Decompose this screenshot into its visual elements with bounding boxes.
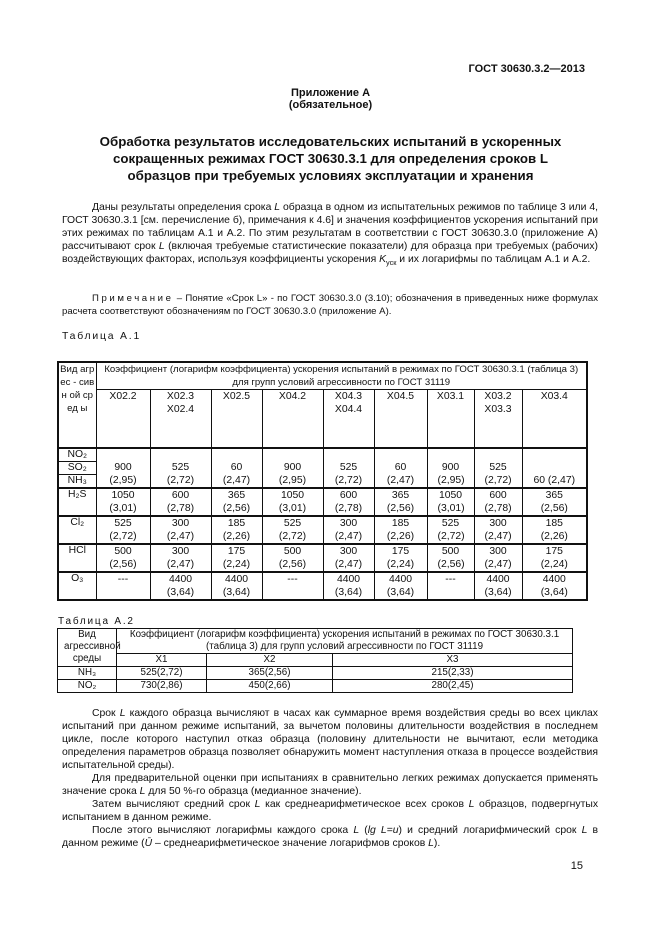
italic-symbol: L <box>158 241 165 252</box>
table-row <box>58 448 587 488</box>
table-row <box>58 544 587 572</box>
body-paragraph <box>62 824 598 850</box>
media-cell <box>58 516 96 544</box>
column-header: X02.5 <box>211 390 262 448</box>
value-cell: 175 (2,24) <box>374 544 427 572</box>
table-row <box>58 572 587 600</box>
text-segment: ( <box>359 825 368 836</box>
media-cell <box>58 544 96 572</box>
column-header: X03.1 <box>427 390 474 448</box>
value-cell: 300 (2,47) <box>150 544 211 572</box>
value-cell: 900 (2,95) <box>427 448 474 488</box>
media-cell <box>58 488 96 516</box>
section-heading: Обработка результатов исследовательских испытаний в ускоренных сокращенных режимах ГОСТ 30630.3.1 для определения сроков L образцов при требуемых условиях эксплуатации и хранения <box>99 134 562 183</box>
column-header: X02.3 X02.4 <box>150 390 211 448</box>
table-row <box>58 516 587 544</box>
media-name: HCl <box>68 545 86 556</box>
page-number: 15 <box>570 860 583 872</box>
value-cell: 900 (2,95) <box>262 448 323 488</box>
value-cell: 500 (2,56) <box>427 544 474 572</box>
italic-symbol: Ū <box>144 838 153 849</box>
text-segment: в данном режиме ( <box>62 825 598 849</box>
text-segment: и их логарифмы по таблицам А.1 и А.2. <box>396 254 591 265</box>
table-a2 <box>57 628 573 693</box>
corner-header: Вид агрес - сивн ой сред ы <box>58 362 96 448</box>
media-name: SO₂ <box>59 462 96 475</box>
value-cell: 4400 (3,64) <box>522 572 587 600</box>
value-cell: 525 (2,72) <box>474 448 522 488</box>
italic-symbol: L <box>119 708 126 719</box>
value-cell: 525 (2,72) <box>427 516 474 544</box>
text-segment: Для предварительной оценки при испытаниях в сравнительно легких режимах допускается применять значение срока <box>62 773 598 797</box>
media-name: NO₂ <box>59 449 96 462</box>
text-segment: Срок <box>92 708 120 719</box>
value-cell: 600 (2,78) <box>323 488 374 516</box>
value-cell: 280(2,45) <box>333 680 573 693</box>
value-cell: 1050 (3,01) <box>96 488 150 516</box>
italic-symbol: L <box>139 786 146 797</box>
media-cell <box>58 448 96 488</box>
value-cell: 60 (2,47) <box>211 448 262 488</box>
body-text <box>62 707 598 850</box>
column-header: X1 <box>117 654 207 667</box>
text-segment: Даны результаты определения срока <box>92 202 275 213</box>
text-segment: ) и средний логарифмический срок <box>398 825 582 836</box>
italic-symbol: L <box>274 202 281 213</box>
value-cell: 175 (2,24) <box>211 544 262 572</box>
italic-symbol: L <box>581 825 588 836</box>
value-cell: 600 (2,78) <box>150 488 211 516</box>
column-header: X2 <box>207 654 333 667</box>
value-cell: --- <box>427 572 474 600</box>
span-header: Коэффициент (логарифм коэффициента) ускорения испытаний в режимах по ГОСТ 30630.3.1 (таблица 3) для групп условий агрессивности по ГОСТ 31119 <box>117 629 573 654</box>
value-cell: 525(2,72) <box>117 667 207 680</box>
value-cell: 500 (2,56) <box>262 544 323 572</box>
value-cell: 500 (2,56) <box>96 544 150 572</box>
value-cell: --- <box>96 572 150 600</box>
note-text: – Понятие «Срок L» - по ГОСТ 30630.3.0 (3.10); обозначения в приведенных ниже формулах расчета соответствуют обозначениям по ГОСТ 30630.3.0 (приложение А). <box>62 293 598 317</box>
body-paragraph <box>62 772 598 798</box>
value-cell: 450(2,66) <box>207 680 333 693</box>
text-segment: как среднеарифметическое всех сроков <box>260 799 469 810</box>
value-cell: 175 (2,24) <box>522 544 587 572</box>
column-header: X04.5 <box>374 390 427 448</box>
value-cell: 525 (2,72) <box>262 516 323 544</box>
standard-number: ГОСТ 30630.3.2—2013 <box>468 63 585 75</box>
value-cell: 185 (2,26) <box>374 516 427 544</box>
italic-symbol: lg L=u <box>367 825 399 836</box>
note-label: Примечание <box>92 293 174 304</box>
body-paragraph <box>62 798 598 824</box>
value-cell: 4400 (3,64) <box>323 572 374 600</box>
column-header: X3 <box>333 654 573 667</box>
italic-symbol: L <box>353 825 360 836</box>
media-name: O₃ <box>71 573 84 584</box>
column-header: X03.2 X03.3 <box>474 390 522 448</box>
value-cell: 185 (2,26) <box>211 516 262 544</box>
value-cell: 365 (2,56) <box>522 488 587 516</box>
corner-header: Вид агрессивной среды <box>58 629 117 667</box>
intro-paragraph <box>62 201 598 269</box>
table-row <box>58 667 573 680</box>
value-cell: 1050 (3,01) <box>427 488 474 516</box>
value-cell: 185 (2,26) <box>522 516 587 544</box>
table-a1-caption: Таблица А.1 <box>62 331 142 342</box>
text-segment: (включая требуемые статистические показатели) для образца при требуемых (рабочих) воздействующих факторах, используя коэффициенты ускорения <box>62 241 598 265</box>
text-segment: Затем вычисляют средний срок <box>92 799 255 810</box>
value-cell: 4400 (3,64) <box>474 572 522 600</box>
column-header: X03.4 <box>522 390 587 448</box>
value-cell: 60 (2,47) <box>374 448 427 488</box>
column-header-row <box>58 390 587 448</box>
value-cell: 4400 (3,64) <box>211 572 262 600</box>
value-cell: 365 (2,56) <box>374 488 427 516</box>
value-cell: 730(2,86) <box>117 680 207 693</box>
body-paragraph <box>62 707 598 772</box>
table-a1 <box>57 361 588 601</box>
table-header-row <box>58 629 573 654</box>
media-name: Cl₂ <box>70 517 85 528</box>
table-row <box>58 680 573 693</box>
value-cell: 300 (2,47) <box>323 544 374 572</box>
value-cell: 525 (2,72) <box>96 516 150 544</box>
value-cell: 525 (2,72) <box>150 448 211 488</box>
text-segment: После этого вычисляют логарифмы каждого срока <box>92 825 354 836</box>
span-header: Коэффициент (логарифм коэффициента) ускорения испытаний в режимах по ГОСТ 30630.3.1 (таблица 3) для групп условий агрессивности по ГОСТ 31119 <box>96 362 587 390</box>
text-segment: ). <box>433 838 441 849</box>
italic-symbol: K <box>379 254 387 265</box>
appendix-status: (обязательное) <box>288 99 373 111</box>
media-name: NH₃ <box>58 667 117 680</box>
appendix-title: Приложение А <box>290 87 371 99</box>
value-cell: 215(2,33) <box>333 667 573 680</box>
value-cell: 365(2,56) <box>207 667 333 680</box>
value-cell: 365 (2,56) <box>211 488 262 516</box>
media-name: NH₃ <box>67 475 87 486</box>
column-header-row <box>58 654 573 667</box>
column-header: X02.2 <box>96 390 150 448</box>
value-cell: 300 (2,47) <box>150 516 211 544</box>
text-segment: образцов, подвергнутых испытанием в данном режиме. <box>62 799 599 823</box>
value-cell: 900 (2,95) <box>96 448 150 488</box>
media-cell <box>58 572 96 600</box>
value-cell: 60 (2,47) <box>522 448 587 488</box>
note <box>62 293 598 318</box>
value-cell: --- <box>262 572 323 600</box>
value-cell: 300 (2,47) <box>323 516 374 544</box>
table-header-row <box>58 362 587 390</box>
value-cell: 600 (2,78) <box>474 488 522 516</box>
text-segment: для 50 %-го образца (медианное значение). <box>145 786 362 797</box>
column-header: X04.3 X04.4 <box>323 390 374 448</box>
value-cell: 1050 (3,01) <box>262 488 323 516</box>
text-segment: – среднеарифметическое значение логарифмов сроков <box>152 838 429 849</box>
italic-symbol: L <box>428 838 434 849</box>
table-row <box>58 488 587 516</box>
media-name: NO₂ <box>58 680 117 693</box>
value-cell: 4400 (3,64) <box>150 572 211 600</box>
column-header: X04.2 <box>262 390 323 448</box>
value-cell: 300 (2,47) <box>474 544 522 572</box>
table-a2-caption: Таблица А.2 <box>58 616 135 627</box>
text-segment: образца в одном из испытательных режимов по таблице 3 или 4, ГОСТ 30630.3.1 [см. перечисление б), примечания к 4.6] и значения коэффициентов ускорения испытаний при этих режимах по таблицам А.1 и А.2. По этим результатам в соответствии с ГОСТ 30630.3.0 (приложение А) рассчитывают срок <box>62 202 598 252</box>
value-cell: 525 (2,72) <box>323 448 374 488</box>
italic-symbol: L <box>254 799 261 810</box>
media-name: H₂S <box>68 489 87 500</box>
text-segment: уск <box>386 258 397 268</box>
value-cell: 4400 (3,64) <box>374 572 427 600</box>
value-cell: 300 (2,47) <box>474 516 522 544</box>
text-segment: каждого образца вычисляют в часах как суммарное время воздействия среды во всех циклах испытаний при данном режиме испытаний, за вычетом половины длительности воздействия в последнем цикле, после которого наступил отказ образца (половину длительности не вычитают, если методика определения параметров образца позволяет обнаружить момент наступления отказа в процессе воздействия испытательной среды). <box>62 708 598 771</box>
italic-symbol: L <box>468 799 475 810</box>
